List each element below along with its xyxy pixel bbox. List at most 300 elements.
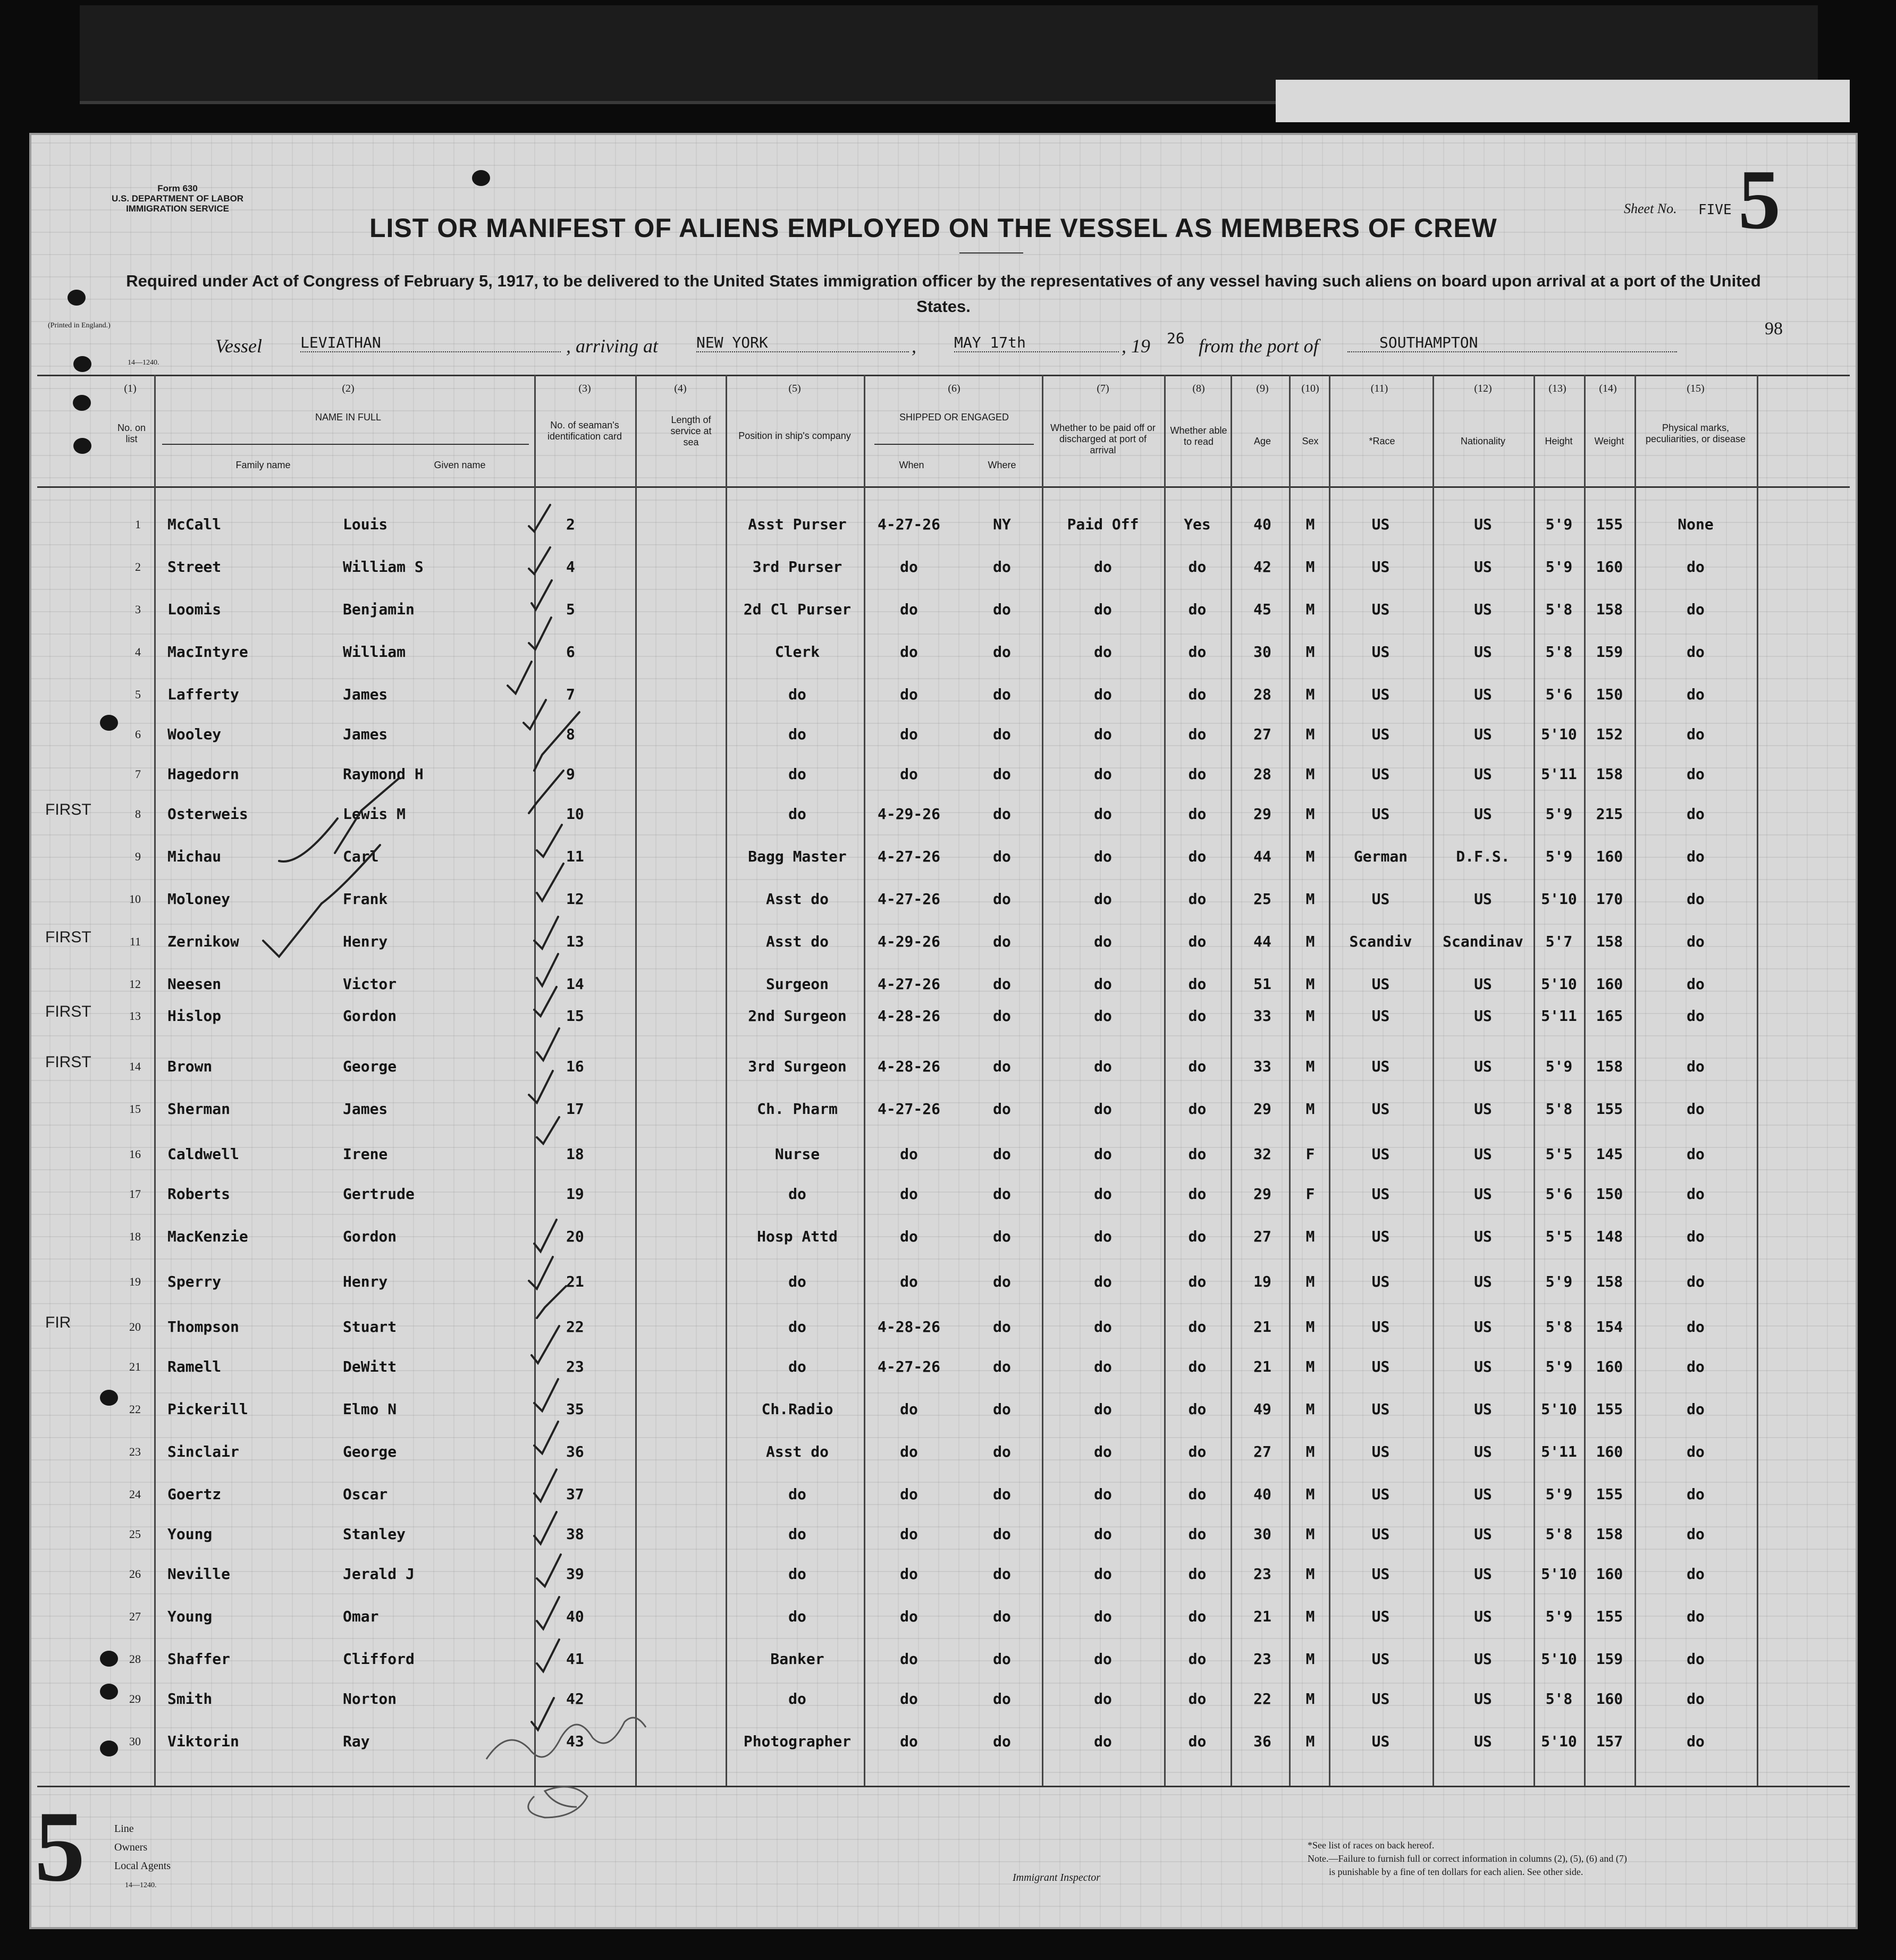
cell-where: do [993,1185,1011,1203]
cell-marks: do [1687,1318,1705,1336]
cell-position: do [788,1318,806,1336]
cell-read: do [1188,1358,1207,1375]
cell-weight: 155 [1596,1100,1623,1118]
cell-weight: 154 [1596,1318,1623,1336]
cell-age: 44 [1253,933,1271,950]
cell-when: do [900,765,918,783]
cell-sex: M [1305,1318,1315,1336]
cell-sex: M [1305,1400,1315,1418]
cell-weight: 158 [1596,1525,1623,1543]
cell-given: Irene [343,1145,388,1163]
cell-read: do [1188,558,1207,576]
cell-given: Frank [343,890,388,908]
cell-height: 5'8 [1545,643,1573,661]
cell-when: 4-28-26 [877,1318,940,1336]
cell-paid: do [1094,975,1112,993]
cell-family: Goertz [167,1485,222,1503]
cell-marks: do [1687,1145,1705,1163]
cell-given: Henry [343,1273,388,1290]
cell-race: German [1353,848,1408,865]
cell-age: 45 [1253,601,1271,618]
cell-position: do [788,1185,806,1203]
cell-family: Young [167,1608,213,1625]
cell-height: 5'9 [1545,558,1573,576]
cell-race: US [1371,1273,1390,1290]
cell-position: 2d Cl Purser [743,601,852,618]
cell-race: US [1371,805,1390,823]
cell-paid: do [1094,1318,1112,1336]
penalty-note: Note.—Failure to furnish full or correct information in columns (2), (5), (6) and (7) [1308,1853,1627,1864]
cell-age: 19 [1253,1273,1271,1290]
cell-position: Surgeon [765,975,829,993]
cell-when: do [900,1185,918,1203]
cell-when: do [900,1145,918,1163]
col-head-when: When [899,460,924,470]
cell-sex: F [1305,1145,1315,1163]
cell-nat: US [1474,1443,1492,1460]
cell-given: Carl [343,848,379,865]
cell-paid: do [1094,933,1112,950]
cell-read: Yes [1184,516,1211,533]
form-number: Form 630 [157,183,198,193]
cell-when: do [900,643,918,661]
cell-when: do [900,1565,918,1583]
cell-nat: US [1474,1145,1492,1163]
cell-nat: US [1474,805,1492,823]
cell-card: 43 [566,1733,584,1750]
cell-where: do [993,1485,1011,1503]
cell-card: 20 [566,1228,584,1245]
cell-weight: 155 [1596,1485,1623,1503]
cell-weight: 158 [1596,933,1623,950]
cell-given: Louis [343,516,388,533]
cell-age: 21 [1253,1358,1271,1375]
cell-height: 5'8 [1545,1525,1573,1543]
cell-read: do [1188,848,1207,865]
cell-weight: 155 [1596,1608,1623,1625]
cell-race: US [1371,643,1390,661]
cell-card: 15 [566,1007,584,1025]
cell-nat: US [1474,1100,1492,1118]
cell-age: 42 [1253,558,1271,576]
cell-race: US [1371,1525,1390,1543]
cell-weight: 160 [1596,1358,1623,1375]
cell-paid: do [1094,890,1112,908]
cell-height: 5'9 [1545,848,1573,865]
cell-paid: do [1094,1058,1112,1075]
cell-nat: US [1474,1525,1492,1543]
cell-card: 17 [566,1100,584,1118]
cell-position: 2nd Surgeon [748,1007,847,1025]
sheet-label: Sheet No. [1624,201,1677,216]
cell-height: 5'8 [1545,601,1573,618]
cell-weight: 145 [1596,1145,1623,1163]
line-label: Line [114,1823,134,1835]
row-number: 11 [129,935,141,948]
cell-weight: 150 [1596,1185,1623,1203]
cell-sex: F [1305,1185,1315,1203]
cell-when: do [900,1400,918,1418]
col-head-position: Position in ship's company [738,430,851,441]
cell-sex: M [1305,1733,1315,1750]
cell-marks: do [1687,1058,1705,1075]
cell-weight: 157 [1596,1733,1623,1750]
cell-paid: do [1094,601,1112,618]
cell-given: George [343,1058,397,1075]
cell-sex: M [1305,1690,1315,1708]
cell-position: Asst do [765,1443,829,1460]
cell-family: Neville [167,1565,231,1583]
cell-when: do [900,1525,918,1543]
cell-height: 5'9 [1545,1358,1573,1375]
cell-where: do [993,975,1011,993]
col-num-10: (10) [1301,383,1319,394]
cell-card: 5 [566,601,575,618]
row-number: 4 [135,645,141,658]
cell-race: US [1371,1228,1390,1245]
cell-paid: do [1094,765,1112,783]
col-head-nationality: Nationality [1460,436,1506,446]
cell-family: Brown [167,1058,213,1075]
col-head-read: Whether able to read [1170,425,1227,447]
comma: , [912,335,916,357]
cell-nat: US [1474,1228,1492,1245]
cell-nat: US [1474,1358,1492,1375]
cell-read: do [1188,1565,1207,1583]
cell-age: 36 [1253,1733,1271,1750]
cell-read: do [1188,1690,1207,1708]
vessel-name: LEVIATHAN [300,334,561,352]
cell-sex: M [1305,1100,1315,1118]
page-title: LIST OR MANIFEST OF ALIENS EMPLOYED ON THE VESSEL AS MEMBERS OF CREW [369,213,1497,243]
col-num-12: (12) [1474,383,1492,394]
cell-read: do [1188,686,1207,703]
cell-marks: do [1687,1650,1705,1668]
col-head-shipped: SHIPPED OR ENGAGED [899,412,1009,423]
cell-nat: US [1474,1608,1492,1625]
cell-card: 21 [566,1273,584,1290]
cell-position: Hosp Attd [757,1228,838,1245]
cell-family: Hislop [167,1007,222,1025]
cell-nat: US [1474,975,1492,993]
cell-age: 27 [1253,1228,1271,1245]
margin-annotation: FIRST [45,928,91,946]
cell-nat: Scandinav [1443,933,1523,950]
cell-when: do [900,1228,918,1245]
cell-nat: US [1474,516,1492,533]
cell-sex: M [1305,686,1315,703]
cell-marks: do [1687,1690,1705,1708]
cell-position: do [788,1565,806,1583]
cell-given: Gordon [343,1228,397,1245]
cell-age: 27 [1253,1443,1271,1460]
cell-position: 3rd Purser [752,558,842,576]
col-num-3: (3) [578,383,591,394]
sheet-big-number: 5 [1738,152,1781,247]
cell-where: do [993,1273,1011,1290]
row-number: 28 [129,1652,141,1666]
cell-position: do [788,725,806,743]
cell-race: US [1371,686,1390,703]
cell-family: Zernikow [167,933,239,950]
cell-where: do [993,1007,1011,1025]
cell-height: 5'10 [1541,725,1577,743]
cell-where: do [993,1358,1011,1375]
cell-race: US [1371,725,1390,743]
cell-card: 12 [566,890,584,908]
cell-family: Osterweis [167,805,248,823]
cell-card: 22 [566,1318,584,1336]
cell-age: 21 [1253,1608,1271,1625]
cell-weight: 160 [1596,558,1623,576]
margin-annotation: FIRST [45,801,91,818]
cell-when: 4-28-26 [877,1007,940,1025]
footer-big-number: 5 [35,1791,85,1903]
cell-read: do [1188,933,1207,950]
cell-weight: 160 [1596,1565,1623,1583]
cell-height: 5'9 [1545,516,1573,533]
penalty-note-2: is punishable by a fine of ten dollars for each alien. See other side. [1329,1866,1583,1877]
cell-when: 4-27-26 [877,848,940,865]
cell-sex: M [1305,643,1315,661]
cell-when: do [900,601,918,618]
col-head-sex: Sex [1302,436,1319,446]
cell-height: 5'11 [1541,1007,1577,1025]
sheet-value: FIVE [1698,202,1732,218]
cell-given: James [343,725,388,743]
row-number: 26 [129,1567,141,1581]
cell-nat: US [1474,686,1492,703]
cell-position: do [788,1690,806,1708]
cell-paid: do [1094,643,1112,661]
cell-given: Stanley [343,1525,406,1543]
cell-marks: do [1687,1525,1705,1543]
cell-marks: do [1687,686,1705,703]
cell-marks: do [1687,1358,1705,1375]
cell-height: 5'10 [1541,1733,1577,1750]
margin-annotation: FIRST [45,1003,91,1020]
printed-note: (Printed in England.) [48,322,111,330]
cell-card: 42 [566,1690,584,1708]
cell-age: 25 [1253,890,1271,908]
cell-when: do [900,1690,918,1708]
cell-card: 38 [566,1525,584,1543]
cell-where: do [993,805,1011,823]
col-head-age: Age [1253,436,1271,446]
cell-paid: Paid Off [1067,516,1139,533]
cell-paid: do [1094,1100,1112,1118]
cell-where: do [993,1145,1011,1163]
cell-where: do [993,1650,1011,1668]
cell-nat: US [1474,558,1492,576]
cell-race: US [1371,516,1390,533]
cell-where: do [993,765,1011,783]
cell-where: do [993,1100,1011,1118]
cell-card: 19 [566,1185,584,1203]
col-num-5: (5) [788,383,801,394]
cell-read: do [1188,725,1207,743]
cell-when: do [900,1650,918,1668]
cell-when: 4-27-26 [877,975,940,993]
cell-nat: US [1474,890,1492,908]
cell-where: do [993,890,1011,908]
cell-marks: do [1687,1400,1705,1418]
cell-when: do [900,686,918,703]
cell-family: Roberts [167,1185,231,1203]
cell-read: do [1188,1525,1207,1543]
cell-card: 7 [566,686,575,703]
cell-height: 5'10 [1541,1565,1577,1583]
cell-position: Bagg Master [748,848,847,865]
cell-marks: do [1687,1185,1705,1203]
cell-family: Lafferty [167,686,239,703]
col-num-2: (2) [342,383,355,394]
cell-card: 10 [566,805,584,823]
cell-read: do [1188,890,1207,908]
cell-read: do [1188,1318,1207,1336]
cell-marks: do [1687,933,1705,950]
cell-weight: 152 [1596,725,1623,743]
cell-sex: M [1305,1007,1315,1025]
cell-height: 5'10 [1541,975,1577,993]
cell-height: 5'9 [1545,1485,1573,1503]
cell-position: Clerk [774,643,820,661]
cell-when: do [900,1273,918,1290]
cell-marks: do [1687,558,1705,576]
row-number: 12 [129,977,141,991]
cell-read: do [1188,1400,1207,1418]
row-number: 20 [129,1320,141,1333]
cell-paid: do [1094,686,1112,703]
col-num-4: (4) [674,383,687,394]
cell-age: 23 [1253,1565,1271,1583]
cell-age: 22 [1253,1690,1271,1708]
cell-age: 28 [1253,765,1271,783]
row-number: 2 [135,560,141,573]
cell-weight: 148 [1596,1228,1623,1245]
cell-marks: do [1687,1007,1705,1025]
cell-given: Jerald J [343,1565,415,1583]
cell-family: Loomis [167,601,222,618]
cell-nat: US [1474,1485,1492,1503]
cell-card: 36 [566,1443,584,1460]
cell-read: do [1188,1650,1207,1668]
handwritten-marks [29,133,1858,1929]
cell-position: Ch.Radio [761,1400,833,1418]
cell-nat: US [1474,1007,1492,1025]
row-number: 1 [135,518,141,531]
year-suffix: 26 [1167,330,1185,347]
cell-paid: do [1094,1007,1112,1025]
cell-weight: 158 [1596,765,1623,783]
cell-race: US [1371,1608,1390,1625]
row-number: 10 [129,892,141,906]
cell-age: 30 [1253,643,1271,661]
cell-where: do [993,725,1011,743]
cell-sex: M [1305,848,1315,865]
cell-race: US [1371,1358,1390,1375]
cell-height: 5'6 [1545,686,1573,703]
cell-given: Benjamin [343,601,415,618]
cell-weight: 170 [1596,890,1623,908]
cell-race: US [1371,1650,1390,1668]
col-head-family: Family name [235,460,291,470]
cell-weight: 150 [1596,686,1623,703]
cell-sex: M [1305,601,1315,618]
cell-card: 23 [566,1358,584,1375]
cell-race: US [1371,1058,1390,1075]
col-head-where: Where [988,460,1016,470]
cell-age: 28 [1253,686,1271,703]
col-num-8: (8) [1192,383,1205,394]
cell-marks: do [1687,1608,1705,1625]
cell-given: Gertrude [343,1185,415,1203]
cell-marks: do [1687,1228,1705,1245]
service-name: IMMIGRATION SERVICE [126,204,230,214]
cell-card: 11 [566,848,584,865]
cell-paid: do [1094,1273,1112,1290]
cell-read: do [1188,975,1207,993]
col-num-11: (11) [1370,383,1388,394]
col-head-card: No. of seaman's identification card [547,420,622,442]
cell-when: 4-27-26 [877,516,940,533]
cell-family: Moloney [167,890,231,908]
cell-read: do [1188,601,1207,618]
cell-nat: US [1474,1318,1492,1336]
cell-family: Sherman [167,1100,231,1118]
cell-position: do [788,1525,806,1543]
cell-race: US [1371,1318,1390,1336]
cell-race: US [1371,765,1390,783]
cell-where: do [993,1565,1011,1583]
cell-marks: do [1687,848,1705,865]
arriving-port: NEW YORK [696,334,909,352]
cell-given: DeWitt [343,1358,397,1375]
cell-height: 5'7 [1545,933,1573,950]
cell-height: 5'9 [1545,805,1573,823]
cell-height: 5'9 [1545,1273,1573,1290]
cell-read: do [1188,643,1207,661]
cell-card: 8 [566,725,575,743]
cell-sex: M [1305,1058,1315,1075]
col-num-9: (9) [1256,383,1269,394]
background-sheet-edge [1276,80,1850,122]
cell-weight: 158 [1596,601,1623,618]
cell-nat: US [1474,1565,1492,1583]
cell-age: 27 [1253,725,1271,743]
cell-card: 40 [566,1608,584,1625]
cell-sex: M [1305,933,1315,950]
cell-card: 6 [566,643,575,661]
row-number: 25 [129,1527,141,1541]
vessel-label: Vessel [215,335,262,357]
cell-paid: do [1094,725,1112,743]
row-number: 13 [129,1009,141,1023]
cell-weight: 155 [1596,516,1623,533]
cell-race: US [1371,1145,1390,1163]
cell-paid: do [1094,1733,1112,1750]
cell-card: 9 [566,765,575,783]
cell-age: 32 [1253,1145,1271,1163]
row-number: 22 [129,1403,141,1416]
col-head-marks: Physical marks, peculiarities, or disease [1645,423,1746,444]
cell-height: 5'10 [1541,890,1577,908]
cell-height: 5'5 [1545,1228,1573,1245]
cell-marks: do [1687,1443,1705,1460]
cell-sex: M [1305,765,1315,783]
cell-nat: US [1474,725,1492,743]
row-number: 14 [129,1060,141,1073]
